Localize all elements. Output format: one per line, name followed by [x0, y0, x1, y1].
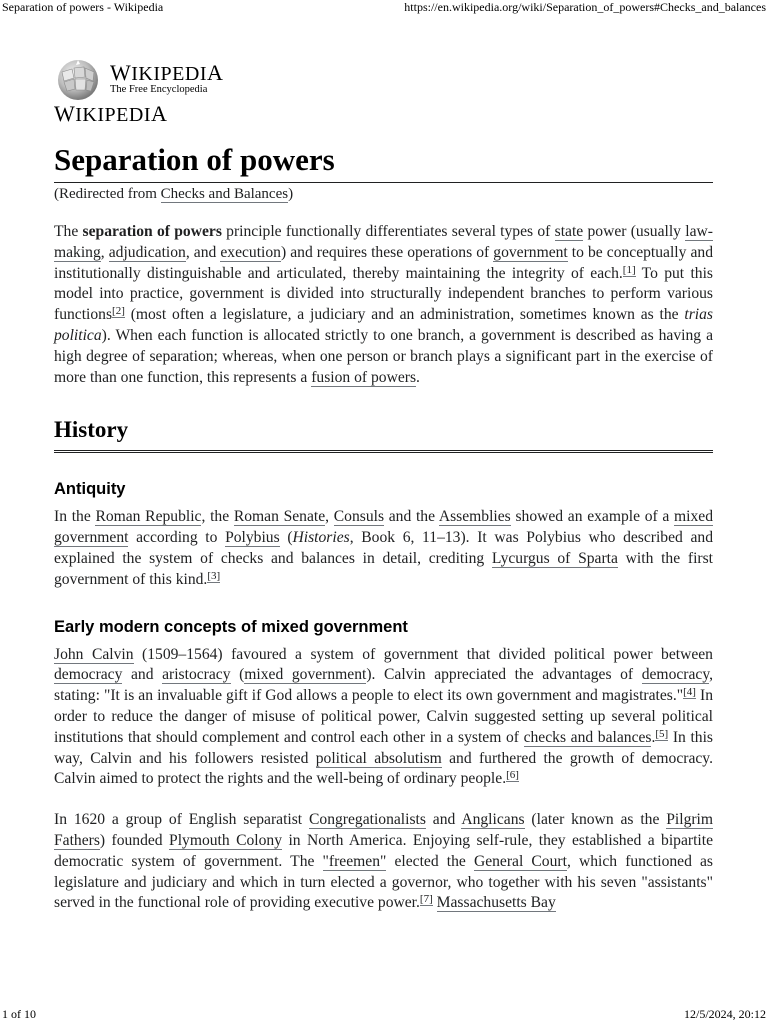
link-freemen[interactable]: "freemen" — [322, 852, 387, 870]
link-congregationalists[interactable]: Congregationalists — [309, 811, 426, 829]
reference-5[interactable]: [5] — [655, 727, 669, 740]
link-lycurgus-of-sparta[interactable]: Lycurgus of Sparta — [491, 549, 618, 567]
link-mixed-government[interactable]: mixed government — [54, 508, 714, 547]
link-state[interactable]: state — [554, 223, 584, 240]
link-plymouth-colony[interactable]: Plymouth Colony — [169, 831, 283, 849]
print-page-number: 1 of 10 — [2, 1007, 36, 1021]
reference-6[interactable]: [6] — [506, 769, 519, 782]
link-government[interactable]: government — [493, 243, 568, 261]
bold-term: separation of powers — [82, 223, 222, 240]
reference-2[interactable]: [2] — [112, 305, 125, 318]
link-adjudication[interactable]: adjudication — [108, 243, 186, 261]
section-heading-history: History — [54, 414, 713, 453]
reference-3[interactable]: [3] — [207, 569, 221, 582]
link-democracy[interactable]: democracy — [54, 666, 123, 684]
wikipedia-wordmark-secondary: WIKIPEDIA — [54, 101, 168, 126]
link-roman-republic[interactable]: Roman Republic — [95, 508, 202, 526]
page-title: Separation of powers — [54, 141, 713, 183]
print-page-title: Separation of powers - Wikipedia — [2, 0, 164, 14]
link-fusion-of-powers[interactable]: fusion of powers — [311, 368, 417, 386]
wikipedia-logo[interactable] — [54, 56, 713, 100]
link-assemblies[interactable]: Assemblies — [438, 508, 511, 526]
link-political-absolutism[interactable]: political absolutism — [315, 749, 442, 767]
link-polybius[interactable]: Polybius — [225, 529, 280, 547]
redirect-link[interactable]: Checks and Balances — [160, 186, 289, 202]
link-pilgrim-fathers[interactable]: Pilgrim Fathers — [54, 811, 714, 849]
print-header — [2, 0, 766, 16]
subsection-heading-early-modern: Early modern concepts of mixed government — [54, 617, 408, 636]
wikipedia-wordmark: WIKIPEDIA — [110, 60, 224, 85]
link-execution[interactable]: execution — [220, 243, 281, 261]
link-democracy-2[interactable]: democracy — [641, 666, 710, 684]
antiquity-paragraph: In the Roman Republic, the Roman Senate, Consuls and the Assemblies showed an example of a mixed government according to Polybius (Histories, Book 6, 11–13). It was Polybius who described and explained the system of checks and balances in detail, crediting Lycurgus of Sparta with the first government of this kind.[3] — [54, 508, 714, 588]
link-john-calvin[interactable]: John Calvin — [54, 645, 134, 663]
link-aristocracy[interactable]: aristocracy — [162, 666, 231, 684]
intro-paragraph: The separation of powers principle functionally differentiates several types of state power (usually law-making, adjudication, and execution) and requires these operations of government to be conceptually and institutionally distinguishable and articulated, thereby maintaining the integrity of each.[1] To put this model into practice, government is divided into structurally independent branches to perform various functions[2] (most often a legislature, a judiciary and an administration, sometimes known as the trias politica). When each function is allocated strictly to one branch, a government is described as having a high degree of separation; whereas, when one person or branch plays a significant part in the exercise of more than one function, this represents a fusion of powers. — [54, 223, 714, 386]
wikipedia-tagline: The Free Encyclopedia — [110, 84, 208, 95]
link-massachusetts-bay[interactable]: Massachusetts Bay — [436, 894, 556, 912]
link-law-making[interactable]: law-making — [54, 223, 713, 261]
link-anglicans[interactable]: Anglicans — [461, 811, 525, 829]
wikipedia-globe-icon — [54, 56, 102, 102]
reference-1[interactable]: [1] — [622, 263, 636, 276]
link-checks-and-balances[interactable]: checks and balances — [523, 728, 652, 746]
print-datetime: 12/5/2024, 20:12 — [683, 1007, 766, 1021]
link-mixed-government-2[interactable]: mixed government — [244, 666, 367, 684]
reference-4[interactable]: [4] — [683, 686, 696, 699]
reference-7[interactable]: [7] — [419, 893, 433, 906]
link-consuls[interactable]: Consuls — [333, 508, 385, 526]
link-roman-senate[interactable]: Roman Senate — [233, 508, 326, 526]
print-footer — [2, 1008, 766, 1024]
link-general-court[interactable]: General Court — [473, 852, 567, 870]
subsection-heading-antiquity: Antiquity — [54, 480, 126, 499]
plymouth-paragraph: In 1620 a group of English separatist Congregationalists and Anglicans (later known as the Pilgrim Fathers) founded Plymouth Colony in North America. Enjoying self-rule, they established a bipartite democratic system of government. The "freemen" elected the General Court, which functioned as legislature and judiciary and which in turn elected a governor, who together with his seven "assistants" served in the functional role of providing executive power.[7] Massachusetts Bay — [54, 811, 714, 912]
calvin-paragraph: John Calvin (1509–1564) favoured a system of government that divided political power between democracy and aristocracy (mixed government). Calvin appreciated the advantages of democracy, stating: "It is an invaluable gift if God allows a people to elect its own government and magistrates."[4] In order to reduce the danger of misuse of political power, Calvin suggested setting up several political institutions that should complement and control each other in a system of checks and balances.[5] In this way, Calvin and his followers resisted political absolutism and furthered the growth of democracy. Calvin aimed to protect the rights and the well-being of ordinary people.[6] — [54, 645, 714, 788]
redirect-note: (Redirected from Checks and Balances) — [54, 186, 294, 202]
page-content — [54, 56, 713, 914]
print-page-url: https://en.wikipedia.org/wiki/Separation_of_powers#Checks_and_balances — [404, 0, 766, 14]
